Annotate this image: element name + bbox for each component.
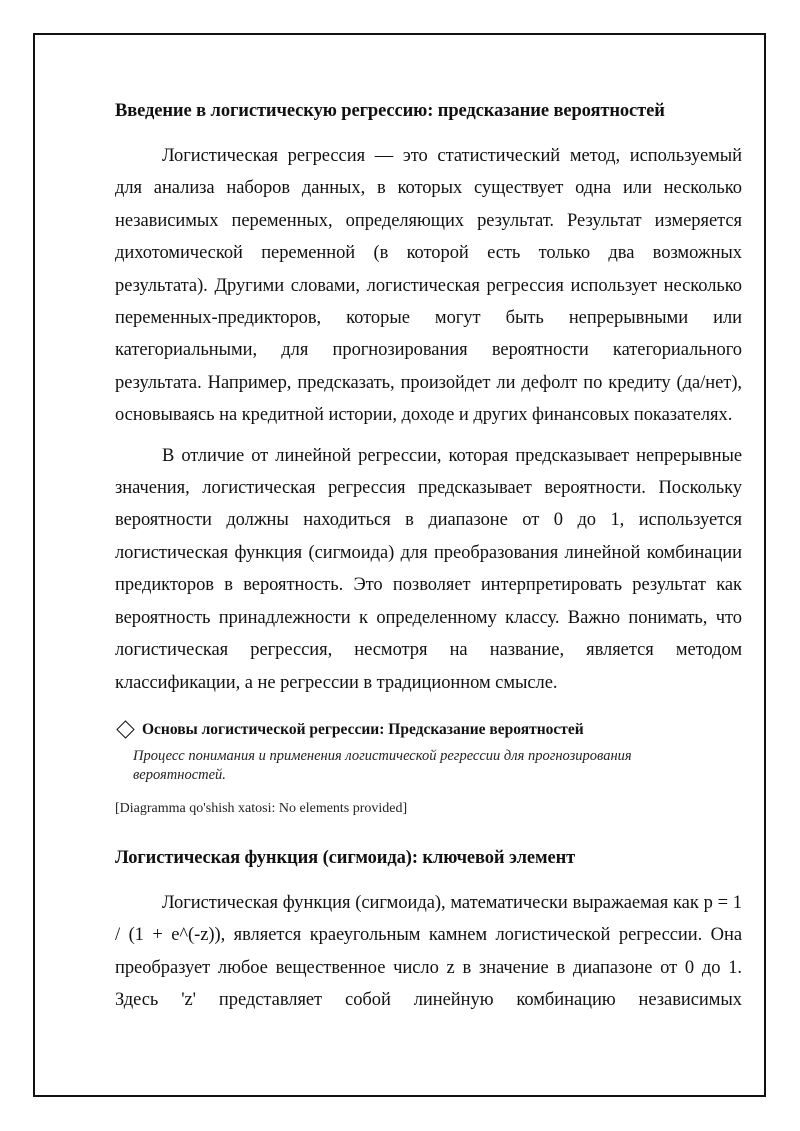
diagram-error-message: [Diagramma qo'shish xatosi: No elements provided] — [115, 800, 408, 816]
paragraph-sigmoid: Логистическая функция (сигмоида), математически выражаемая как p = 1 / (1 + e^(-z)), является краеугольным камнем логистической регрессии. Она преобразует любое вещественное число z в значение в диапазоне от 0 до 1. Здесь 'z' представляет собой линейную комбинацию независимых — [115, 892, 742, 1011]
paragraph-comparison: В отличие от линейной регрессии, которая предсказывает непрерывные значения, логистическая регрессия предсказывает вероятности. Поскольку вероятности должны находиться в диапазоне от 0 до 1, используется логистическая функция (сигмоида) для преобразования линейной комбинации предикторов в вероятность. Это позволяет интерпретировать результат как вероятность принадлежности к определенному классу. Важно понимать, что логистическая регрессия, несмотря на название, является методом классификации, а не регрессии в традиционном смысле. — [115, 445, 742, 693]
diagram-subtitle: Процесс понимания и применения логистической регрессии для прогнозирования вероятностей. — [133, 747, 632, 783]
section-heading-introduction: Введение в логистическую регрессию: предсказание вероятностей — [115, 101, 665, 121]
diagram-placeholder — [115, 719, 742, 819]
section-heading-sigmoid: Логистическая функция (сигмоида): ключевой элемент — [115, 847, 576, 868]
diagram-title-row — [115, 719, 742, 741]
paragraph-definition: Логистическая регрессия — это статистический метод, используемый для анализа наборов данных, в которых существует одна или несколько независимых переменных, определяющих результат. Результат измеряется дихотомической переменной (в которой есть только два возможных результата). Другими словами, логистическая регрессия использует несколько переменных-предикторов, которые могут быть непрерывными или категориальными, для прогнозирования вероятности категориального результата. Например, предсказать, произойдет ли дефолт по кредиту (да/нет), основываясь на кредитной истории, доходе и других финансовых показателях. — [115, 146, 742, 426]
diamond-icon — [116, 721, 134, 739]
diagram-title: Основы логистической регрессии: Предсказание вероятностей — [142, 720, 584, 738]
document-content — [115, 98, 742, 1025]
